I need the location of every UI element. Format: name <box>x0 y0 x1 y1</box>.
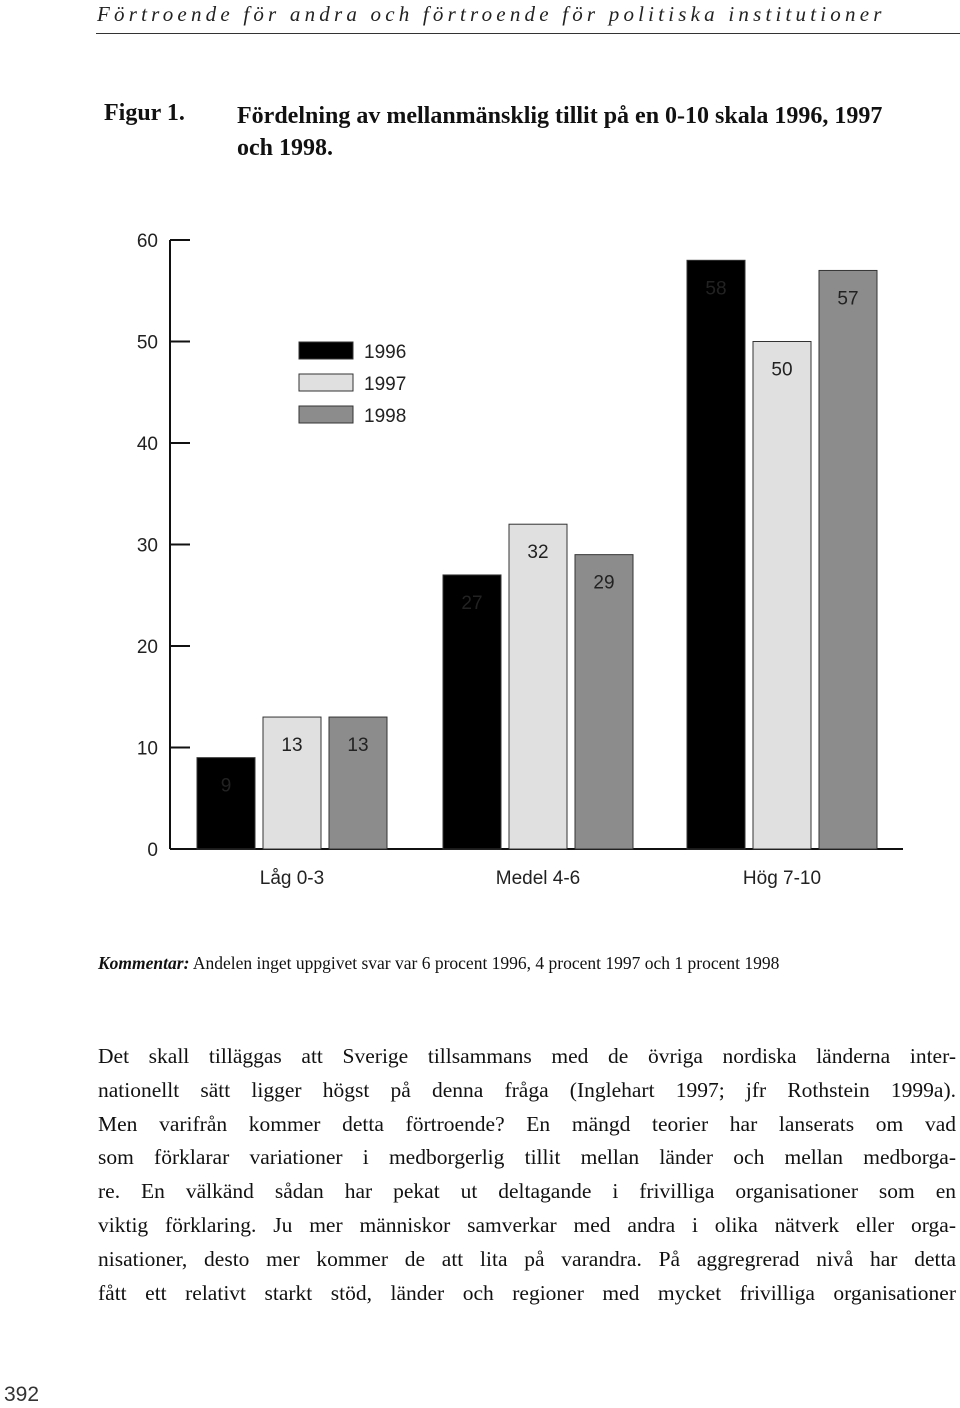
category-label: Hög 7-10 <box>742 868 822 889</box>
body-line: nisationer, desto mer kommer de att lita på varandra. På aggregrerad nivå har detta <box>98 1246 956 1271</box>
bar-value-label: 27 <box>461 592 483 614</box>
legend-label: 1997 <box>364 374 407 395</box>
bar <box>509 524 567 849</box>
figure-comment <box>98 953 960 974</box>
bar-value-label: 32 <box>527 542 549 564</box>
body-line: viktig förklaring. Ju mer människor samverkar med andra i olika nätverk eller orga- <box>98 1212 956 1237</box>
legend-swatch <box>299 406 353 423</box>
y-tick-label: 60 <box>136 231 158 252</box>
bar <box>687 260 745 849</box>
page-number: 392 <box>4 1383 40 1406</box>
body-line: re. En välkänd sådan har pekat ut deltagande i frivilliga organisationer som en <box>98 1179 956 1204</box>
body-line: som förklarar variationer i medborgerlig tillit mellan länder och mellan medborga- <box>98 1145 956 1170</box>
legend-swatch <box>299 374 353 391</box>
bar-value-label: 9 <box>220 775 232 797</box>
figure-label: Figur 1. <box>104 100 185 126</box>
bar-value-label: 13 <box>281 735 303 757</box>
comment-text: Andelen inget uppgivet svar var 6 procent 1996, 4 procent 1997 och 1 procent 1998 <box>189 953 780 973</box>
legend-label: 1998 <box>364 406 407 427</box>
y-tick-label: 20 <box>136 637 158 658</box>
figure-title: Fördelning av mellanmänsklig tillit på en 0-10 skala 1996, 1997 och 1998. <box>237 103 883 161</box>
bar <box>443 575 501 849</box>
y-tick-label: 30 <box>136 535 158 557</box>
comment-lead: Kommentar: <box>98 953 190 973</box>
body-line: Det skall tilläggas att Sverige tillsammans med de övriga nordiska länderna inter- <box>98 1044 956 1068</box>
bar-value-label: 58 <box>705 278 727 300</box>
y-tick-label: 10 <box>136 738 158 760</box>
running-head: Förtroende för andra och förtroende för politiska institutioner <box>97 2 886 26</box>
bar-value-label: 13 <box>347 735 369 757</box>
body-line: nationellt sätt ligger högst på denna fråga (Inglehart 1997; jfr Rothstein 1999a). <box>98 1077 956 1102</box>
body-line: fått ett relativt starkt stöd, länder och regioner med mycket frivilliga organisationer <box>98 1280 956 1305</box>
bar-value-label: 50 <box>771 359 793 381</box>
bar <box>819 270 877 849</box>
bar-value-label: 57 <box>837 288 859 310</box>
bar-value-label: 29 <box>593 572 615 594</box>
body-line: Men varifrån kommer detta förtroende? En mängd teorier har lanserats om vad <box>98 1111 956 1136</box>
legend-swatch <box>299 342 353 359</box>
bar <box>197 758 255 849</box>
category-label: Låg 0-3 <box>259 868 325 889</box>
y-tick-label: 40 <box>136 434 158 455</box>
legend-label: 1996 <box>364 342 407 363</box>
bar <box>753 342 811 850</box>
y-tick-label: 50 <box>136 332 158 354</box>
body-paragraph <box>98 1040 956 1310</box>
bar <box>575 555 633 849</box>
category-label: Medel 4-6 <box>495 868 581 889</box>
y-tick-label: 0 <box>147 840 158 861</box>
